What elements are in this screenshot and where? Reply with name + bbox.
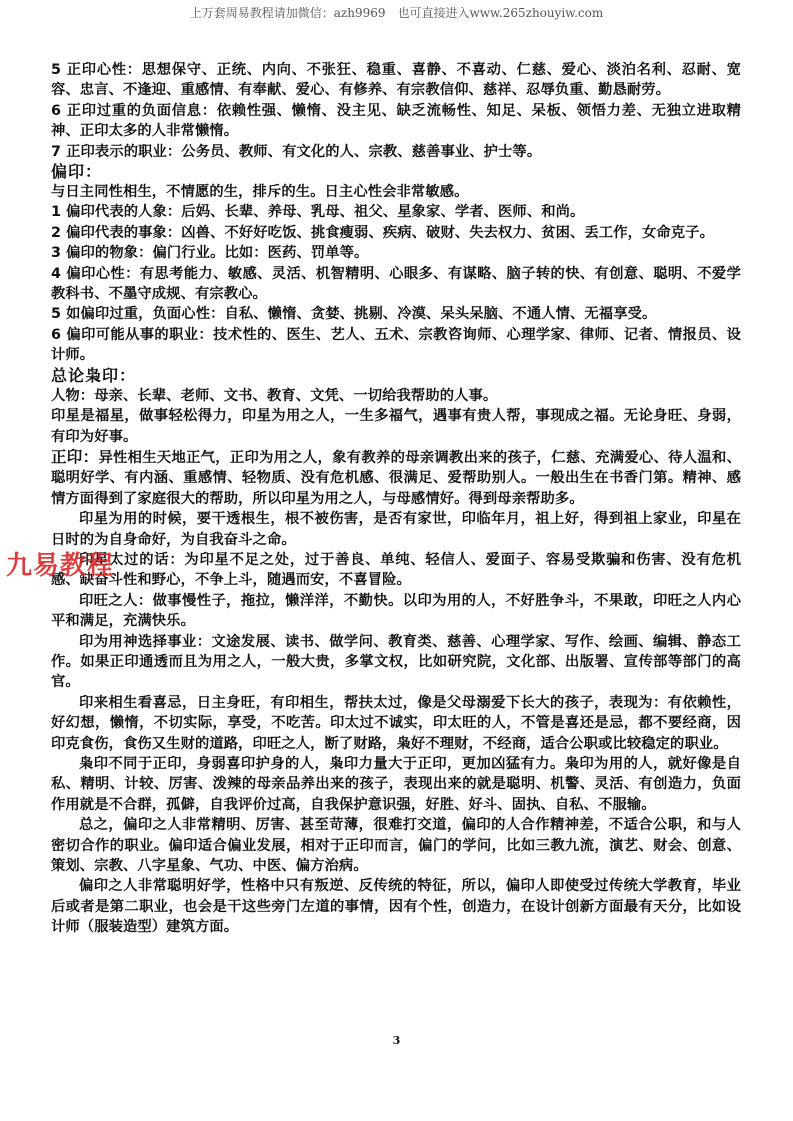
paragraph: 与日主同性相生，不情愿的生，排斥的生。日主心性会非常敏感。 <box>51 184 469 201</box>
paragraph: 印为用神选择事业：文途发展、读书、做学问、教育类、慈善、心理学家、写作、绘画、编辑、静态工作。如果正印通透而且为用之人，一般大贵，多掌文权，比如研究院，文化部、出版署、宣传部等部门的高官。 <box>51 633 741 691</box>
paragraph: 5 正印心性：思想保守、正统、内向、不张狂、稳重、喜静、不喜动、仁慈、爱心、淡泊名利、忍耐、宽容、忠言、不逢迎、重感情、有奉献、爱心、有修养、有宗教信仰、慈祥、忍辱负重、勤恳耐劳。 <box>51 62 741 99</box>
paragraph-text: 异性相生天地正气，正印为用之人，象有教养的母亲调教出来的孩子，仁慈、充满爱心、待人温和、聪明好学、有内涵、重感情、轻物质、没有危机感、很满足、爱帮助别人。一般出生在书香门第。精神、感情方面得到了家庭很大的帮助，所以印星为用之人，与母感情好。得到母亲帮助多。 <box>51 449 741 507</box>
paragraph: 6 正印过重的负面信息：依赖性强、懒惰、没主见、缺乏流畅性、知足、呆板、领悟力差、无独立进取精神、正印太多的人非常懒惰。 <box>51 102 741 140</box>
paragraph: 6 偏印可能从事的职业：技术性的、医生、艺人、五术、宗教咨询师、心理学家、律师、记者、情报员、设计师。 <box>51 326 741 364</box>
paragraph: 人物：母亲、长辈、老师、文书、教育、文凭、一切给我帮助的人事。 <box>51 387 498 404</box>
paragraph: 印星太过的话：为印星不足之处，过于善良、单纯、轻信人、爱面子、容易受欺骗和伤害、没有危机感、缺奋斗性和野心，不争上斗，随遇而安，不喜冒险。 <box>51 551 741 589</box>
section-heading: 偏印： <box>51 162 103 182</box>
paragraph: 总之，偏印之人非常精明、厉害、甚至苛薄，很难打交道，偏印的人合作精神差，不适合公职，和与人密切合作的职业。偏印适合偏业发展，相对于正印而言，偏门的学问，比如三教九流，演艺、财会、创意、策划、宗教、八字星象、气功、中医、偏方治病。 <box>51 817 741 875</box>
section-heading: 总论枭印： <box>51 365 137 385</box>
paragraph <box>51 447 741 509</box>
page-number: 3 <box>392 1034 401 1047</box>
document-body <box>51 60 741 938</box>
paragraph: 5 如偏印过重，负面心性：自私、懒惰、贪婪、挑剔、冷漠、呆头呆脑、不通人情、无福享受。 <box>51 306 657 323</box>
paragraph: 3 偏印的物象：偏门行业。比如：医药、罚单等。 <box>51 245 369 262</box>
paragraph: 2 偏印代表的事象：凶兽、不好好吃饭、挑食瘦弱、疾病、破财、失去权力、贫困、丢工作，女命克子。 <box>51 224 714 241</box>
paragraph: 枭印不同于正印，身弱喜印护身的人，枭印力量大于正印，更加凶猛有力。枭印为用的人，就好像是自私、精明、计较、厉害、泼辣的母亲品养出来的孩子，表现出来的就是聪明、机警、灵活、有创造力，负面作用就是不合群，孤僻，自我评价过高，自我保护意识强，好胜、好斗、固执、自私、不服输。 <box>51 756 741 813</box>
page-header: 上万套周易教程请加微信：azh9969 也可直接进入www.265zhouyiw.com <box>189 6 604 20</box>
paragraph: 偏印之人非常聪明好学，性格中只有叛逆、反传统的特征，所以，偏印人即使受过传统大学教育，毕业后或者是第二职业，也会是干这些旁门左道的事情，因有个性，创造力，在设计创新方面最有天分，比如设计师（服装造型）建筑方面。 <box>51 878 741 936</box>
paragraph: 印星是福星，做事轻松得力，印星为用之人，一生多福气，遇事有贵人帮，事现成之福。无论身旺、身弱，有印为好事。 <box>51 408 741 445</box>
inline-heading: 正印： <box>51 446 99 466</box>
paragraph: 印来相生看喜忌，日主身旺，有印相生，帮扶太过，像是父母溺爱下长大的孩子，表现为：有依赖性，好幻想，懒惰，不切实际，享受，不吃苦。印太过不诚实，印太旺的人，不管是喜还是忌，都不要经商，因印克食伤，食伤又生财的道路，印旺之人，断了财路，枭好不理财，不经商，适合公职或比较稳定的职业。 <box>51 694 741 752</box>
paragraph: 1 偏印代表的人象：后妈、长辈、养母、乳母、祖父、星象家、学者、医师、和尚。 <box>51 204 585 221</box>
paragraph: 印旺之人：做事慢性子，拖拉，懒洋洋，不勤快。以印为用的人，不好胜争斗，不果敢，印旺之人内心平和满足，充满快乐。 <box>51 592 741 630</box>
paragraph: 印星为用的时候，要干透根生，根不被伤害，是否有家世，印临年月，祖上好，得到祖上家业，印星在日时的为自身命好，为自我奋斗之命。 <box>51 511 741 548</box>
paragraph: 4 偏印心性：有思考能力、敏感、灵活、机智精明、心眼多、有谋略、脑子转的快、有创意、聪明、不爱学教科书、不墨守成规、有宗教心。 <box>51 265 741 303</box>
watermark-logo: 九易教程 <box>6 551 115 581</box>
paragraph: 7 正印表示的职业：公务员、教师、有文化的人、宗教、慈善事业、护士等。 <box>51 143 542 160</box>
